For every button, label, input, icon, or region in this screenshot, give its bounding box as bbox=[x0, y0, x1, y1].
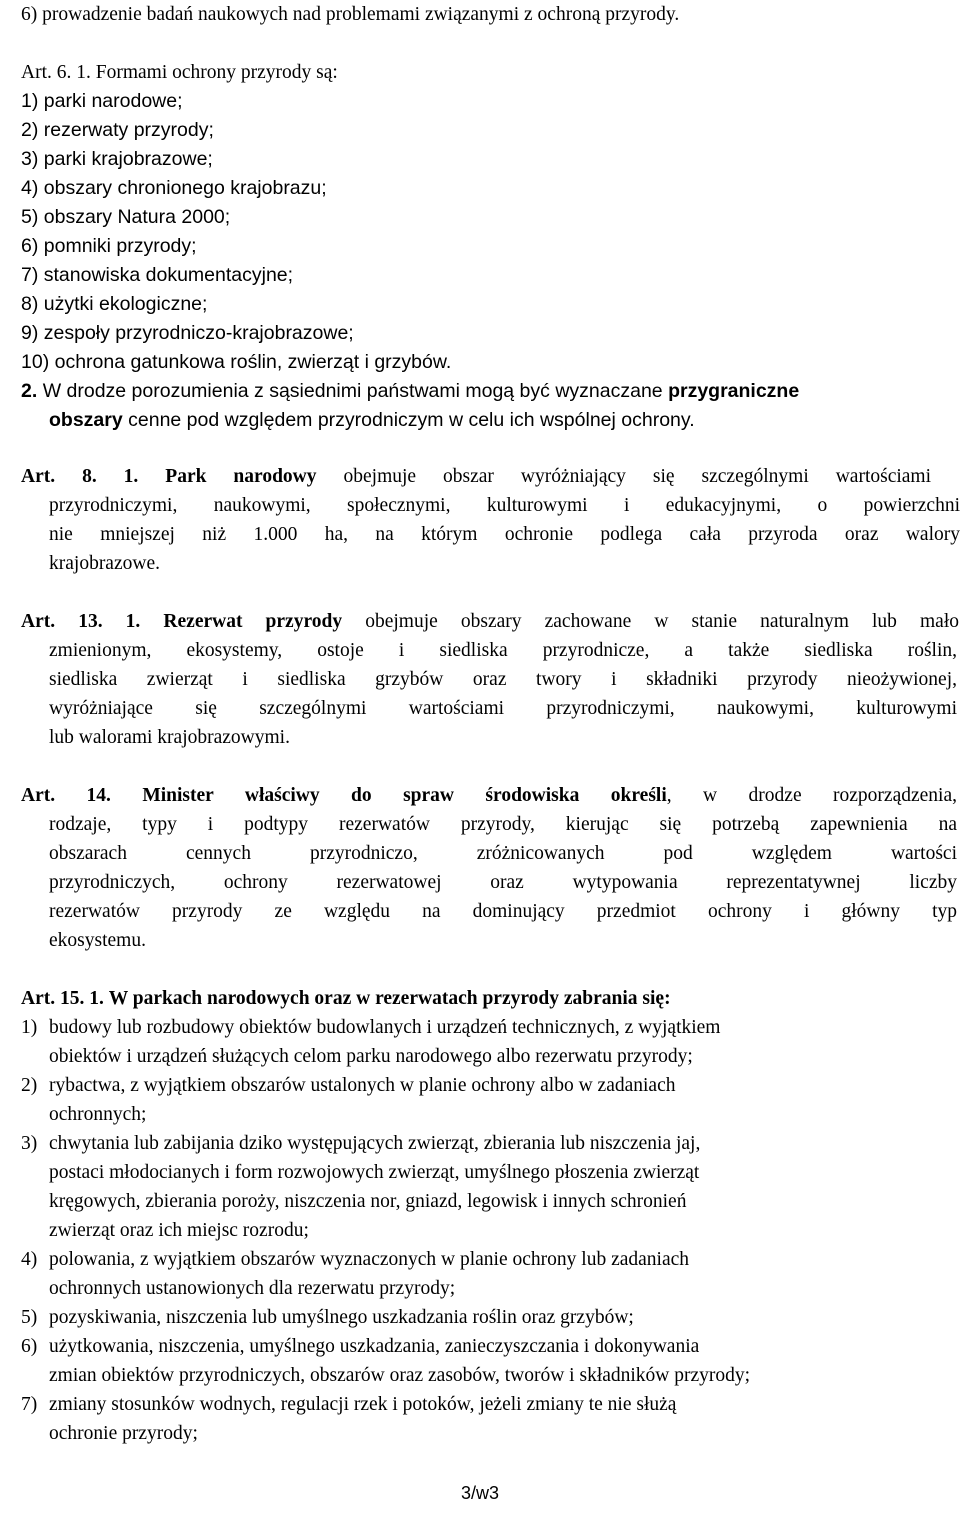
art6-heading bbox=[21, 58, 338, 87]
top-list-item: 6) prowadzenie badań naukowych nad problemami związanymi z ochroną przyrody. bbox=[21, 4, 680, 25]
art15-list-number: 2) bbox=[21, 1075, 38, 1096]
art8-line-2: przyrodniczymi, naukowymi, społecznymi, kulturowymi i edukacyjnymi, o powierzchni bbox=[49, 495, 960, 516]
art15-number: Art. 15. 1. bbox=[21, 988, 104, 1009]
art15-list-line bbox=[21, 1129, 700, 1158]
art15-list-text: ochronnych; bbox=[49, 1104, 147, 1125]
art6-paragraph-2-number: 2. bbox=[21, 380, 38, 402]
art15-list-line bbox=[49, 1187, 686, 1216]
art15-list-line bbox=[21, 1332, 699, 1361]
art8-line-4: krajobrazowe. bbox=[49, 553, 160, 574]
art13-text-1: obejmuje obszary zachowane w stanie naturalnym lub mało bbox=[365, 611, 960, 632]
art15-list-number: 4) bbox=[21, 1249, 38, 1270]
art15-heading bbox=[21, 984, 671, 1013]
art15-list-line bbox=[49, 1361, 750, 1390]
art8-text-1: obejmuje obszar wyróżniający się szczególnymi wartościami bbox=[343, 466, 932, 487]
art15-list-text: pozyskiwania, niszczenia lub umyślnego uszkadzania roślin oraz grzybów; bbox=[49, 1307, 634, 1328]
art6-item-10: 10) ochrona gatunkowa roślin, zwierząt i grzybów. bbox=[21, 351, 452, 373]
art15-list-number: 3) bbox=[21, 1133, 38, 1154]
art6-item-1: 1) parki narodowe; bbox=[21, 90, 183, 112]
art15-list-text: postaci młodocianych i form rozwojowych zwierząt, umyślnego płoszenia zwierząt bbox=[49, 1162, 700, 1183]
art6-paragraph-2-line-1 bbox=[21, 377, 799, 406]
art15-list-text: ochronie przyrody; bbox=[49, 1423, 198, 1444]
art15-list-text: kręgowych, zbierania poroży, niszczenia nor, gniazd, legowisk i innych schronień bbox=[49, 1191, 687, 1212]
art8-line-3: nie mniejszej niż 1.000 ha, na którym ochronie podlega cała przyroda oraz walory bbox=[49, 524, 960, 545]
art15-list-line bbox=[21, 1390, 676, 1419]
art15-list-text: budowy lub rozbudowy obiektów budowlanych i urządzeń technicznych, z wyjątkiem bbox=[49, 1017, 721, 1038]
art13-line-1 bbox=[21, 607, 959, 636]
art13-line-2: zmienionym, ekosystemy, ostoje i siedliska przyrodnicze, a także siedliska roślin, bbox=[49, 640, 957, 661]
art15-list-line bbox=[21, 1013, 720, 1042]
art6-item-2: 2) rezerwaty przyrody; bbox=[21, 119, 214, 141]
art13-bold-term: Rezerwat przyrody bbox=[163, 611, 343, 632]
art14-text-1: , w drodze rozporządzenia, bbox=[666, 785, 957, 806]
art15-list-number: 6) bbox=[21, 1336, 38, 1357]
art15-list-text: zmiany stosunków wodnych, regulacji rzek i potoków, jeżeli zmiany te nie służą bbox=[49, 1394, 677, 1415]
art15-list-text: zwierząt oraz ich miejsc rozrodu; bbox=[49, 1220, 309, 1241]
art15-list-text: zmian obiektów przyrodniczych, obszarów oraz zasobów, tworów i składników przyrody; bbox=[49, 1365, 751, 1386]
art6-paragraph-2-text-2: cenne pod względem przyrodniczym w celu ich wspólnej ochrony. bbox=[128, 409, 695, 431]
art6-paragraph-2-bold-2: obszary bbox=[49, 409, 123, 431]
art14-line-2: rodzaje, typy i podtypy rezerwatów przyrody, kierując się potrzebą zapewnienia na bbox=[49, 814, 957, 835]
art15-list-line bbox=[49, 1419, 198, 1448]
art13-line-3: siedliska zwierząt i siedliska grzybów oraz twory i składniki przyrody nieożywionej, bbox=[49, 669, 957, 690]
art15-list-text: polowania, z wyjątkiem obszarów wyznaczonych w planie ochrony lub zadaniach bbox=[49, 1249, 690, 1270]
page-footer: 3/w3 bbox=[460, 1483, 500, 1503]
art15-list-line bbox=[49, 1158, 699, 1187]
art6-item-3: 3) parki krajobrazowe; bbox=[21, 148, 213, 170]
art15-list-line bbox=[21, 1245, 689, 1274]
art15-list-line bbox=[49, 1100, 146, 1129]
art6-item-6: 6) pomniki przyrody; bbox=[21, 235, 197, 257]
art6-item-5: 5) obszary Natura 2000; bbox=[21, 206, 231, 228]
art15-list-text: chwytania lub zabijania dziko występujących zwierząt, zbierania lub niszczenia jaj, bbox=[49, 1133, 701, 1154]
art14-line-6: ekosystemu. bbox=[49, 930, 146, 951]
art8-bold-term: Park narodowy bbox=[165, 466, 317, 487]
art15-list-line bbox=[49, 1274, 455, 1303]
art15-list-text: ochronnych ustanowionych dla rezerwatu przyrody; bbox=[49, 1278, 456, 1299]
art14-line-4: przyrodniczych, ochrony rezerwatowej oraz wytypowania reprezentatywnej liczby bbox=[49, 872, 957, 893]
art13-line-4: wyróżniające się szczególnymi wartościami przyrodniczymi, naukowymi, kulturowymi bbox=[49, 698, 957, 719]
art14-number: Art. 14. bbox=[21, 785, 111, 806]
art15-list-number: 1) bbox=[21, 1017, 38, 1038]
art6-paragraph-2-line-2 bbox=[49, 406, 695, 435]
art6-item-4: 4) obszary chronionego krajobrazu; bbox=[21, 177, 327, 199]
art15-list-line bbox=[49, 1216, 309, 1245]
art15-list-text: obiektów i urządzeń służących celom parku narodowego albo rezerwatu przyrody; bbox=[49, 1046, 693, 1067]
art6-paragraph-2-text: W drodze porozumienia z sąsiednimi państwami mogą być wyznaczane bbox=[42, 380, 663, 402]
art15-list-line bbox=[21, 1071, 676, 1100]
art6-heading-text: Art. 6. 1. Formami ochrony przyrody są: bbox=[21, 62, 338, 83]
art6-item-9: 9) zespoły przyrodniczo-krajobrazowe; bbox=[21, 322, 354, 344]
art15-list-line bbox=[21, 1303, 634, 1332]
art6-item-8: 8) użytki ekologiczne; bbox=[21, 293, 208, 315]
art6-paragraph-2-bold: przygraniczne bbox=[668, 380, 800, 402]
art15-heading-bold: W parkach narodowych oraz w rezerwatach przyrody zabrania się: bbox=[108, 988, 671, 1009]
art15-list-text: użytkowania, niszczenia, umyślnego uszkadzania, zanieczyszczania i dokonywania bbox=[49, 1336, 700, 1357]
art6-item-7: 7) stanowiska dokumentacyjne; bbox=[21, 264, 294, 286]
art8-number: Art. 8. 1. bbox=[21, 466, 139, 487]
art14-line-5: rezerwatów przyrody ze względu na dominujący przedmiot ochrony i główny typ bbox=[49, 901, 957, 922]
art14-line-3: obszarach cennych przyrodniczo, zróżnicowanych pod względem wartości bbox=[49, 843, 957, 864]
art13-line-5: lub walorami krajobrazowymi. bbox=[49, 727, 290, 748]
art15-list-number: 5) bbox=[21, 1307, 38, 1328]
art8-line-1 bbox=[21, 462, 931, 491]
art14-line-1 bbox=[21, 781, 957, 810]
art13-number: Art. 13. 1. bbox=[21, 611, 141, 632]
art15-list-number: 7) bbox=[21, 1394, 38, 1415]
art14-bold-term: Minister właściwy do spraw środowiska określi bbox=[142, 785, 667, 806]
art15-list-line bbox=[49, 1042, 693, 1071]
art15-list-text: rybactwa, z wyjątkiem obszarów ustalonych w planie ochrony albo w zadaniach bbox=[49, 1075, 676, 1096]
